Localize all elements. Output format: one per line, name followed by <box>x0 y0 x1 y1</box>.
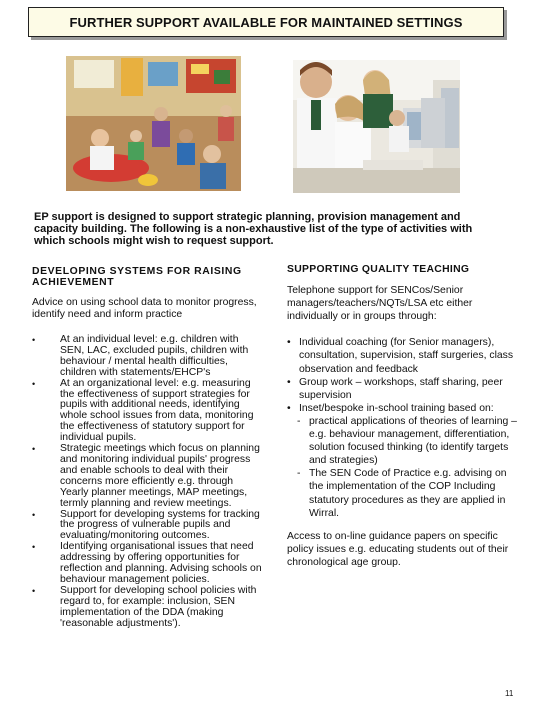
intro-paragraph: EP support is designed to support strategic planning, provision management and capacity building. The following is a non-exhaustive list of the type of activities with which schools might wish to request support. <box>34 211 473 247</box>
right-lead-text: Telephone support for SENCos/Senior managers/teachers/NQTs/LSA etc either individually or in groups through: <box>287 285 473 322</box>
right-column <box>287 264 517 569</box>
left-heading: DEVELOPING SYSTEMS FOR RAISING ACHIEVEMENT <box>32 266 242 288</box>
page-number: 11 <box>505 689 514 698</box>
right-heading: SUPPORTING QUALITY TEACHING <box>287 264 470 275</box>
page-title-banner <box>28 7 504 37</box>
right-closing-text: Access to on-line guidance papers on specific policy issues e.g. educating students out of their chronological age group. <box>287 530 509 568</box>
list-item: • Support for developing systems for tracking the progress of vulnerable pupils and evaluating/monitoring outcomes. <box>32 508 260 542</box>
bullet-icon: • <box>287 376 291 388</box>
bullet-icon: • <box>287 337 291 349</box>
bullet-icon: • <box>32 585 36 596</box>
left-lead-text: Advice on using school data to monitor progress, identify need and inform practice <box>32 297 257 320</box>
list-item: • Individual coaching (for Senior managers), consultation, supervision, staff surgeries, class observation and feedback <box>287 337 514 375</box>
list-item: • Support for developing school policies with regard to, for example: inclusion, SEN implementation of the DDA (making 'reasonable adjustments'). <box>32 584 257 629</box>
sub-list-item: - practical applications of theories of learning – e.g. behaviour management, differentiation, solution focused thinking (to identify targets and strategies) <box>297 415 517 467</box>
page-title: FURTHER SUPPORT AVAILABLE FOR MAINTAINED SETTINGS <box>69 14 463 30</box>
bullet-icon: • <box>32 378 36 389</box>
right-bullet-list <box>287 336 517 415</box>
sub-list-item: - The SEN Code of Practice e.g. advising on the implementation of the COP Including statutory procedures as they are applied in Wirral. <box>297 468 507 519</box>
bullet-icon: • <box>32 335 36 345</box>
bullet-icon: • <box>32 444 36 455</box>
list-item: • Inset/bespoke in-school training based on: <box>287 402 494 414</box>
list-item: • At an organizational level: e.g. measuring the effectiveness of support strategies for pupils with additional needs, identifying whole school issues from data, monitoring the effectiveness of statutory support for individual pupils. <box>32 377 254 444</box>
classroom-group-photo <box>66 56 241 191</box>
bullet-icon: • <box>32 509 36 520</box>
list-item: • Group work – workshops, staff sharing, peer supervision <box>287 376 503 401</box>
list-item: • At an individual level: e.g. children with SEN, LAC, excluded pupils, children with behaviour / mental health difficulties, children with statements/EHCP's <box>32 334 249 378</box>
dash-icon: - <box>297 415 301 427</box>
left-bullet-list <box>32 335 262 629</box>
computers-photo-illustration <box>293 60 460 193</box>
list-item: • Strategic meetings which focus on planning and monitoring individual pupils' progress and enable schools to deal with their concerns more efficiently e.g. through Yearly planner meetings, MAP meetings, termly planning and review meetings. <box>32 443 260 509</box>
students-computers-photo <box>293 60 460 193</box>
list-item: • Identifying organisational issues that need addressing by offering opportunities for reflection and planning. Advising schools on behaviour management policies. <box>32 541 262 585</box>
bullet-icon: • <box>32 542 36 553</box>
dash-icon: - <box>297 468 301 480</box>
classroom-photo-illustration <box>66 56 241 191</box>
left-column <box>32 266 262 629</box>
bullet-icon: • <box>287 402 291 414</box>
